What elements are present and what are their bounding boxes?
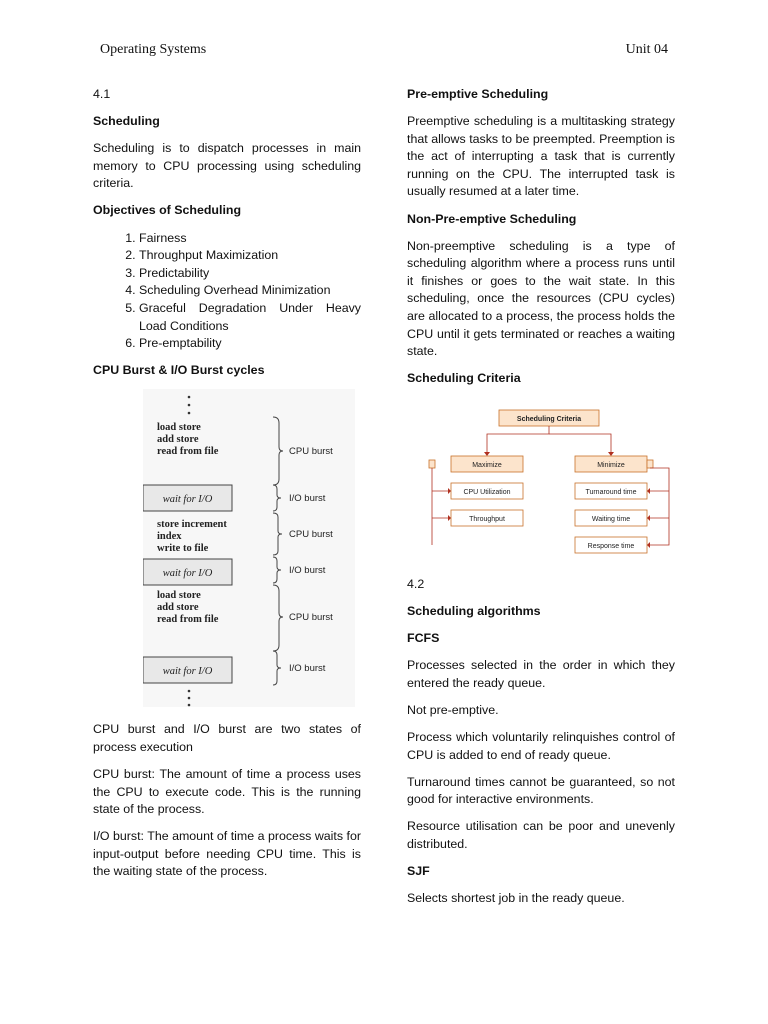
label-io-burst-2: I/O burst — [289, 565, 326, 577]
heading-objectives: Objectives of Scheduling — [93, 203, 242, 218]
para-fcfs-5: Resource utilisation can be poor and unevenly distributed. — [407, 819, 675, 851]
heading-scheduling: Scheduling — [93, 114, 160, 129]
para-scheduling: Scheduling is to dispatch processes in main memory to CPU processing using scheduling criteria. — [93, 141, 361, 191]
para-io-burst: I/O burst: The amount of time a process waits for input-output before needing CPU time. This is the waiting state of the process. — [93, 829, 361, 879]
heading-preemptive: Pre-emptive Scheduling — [407, 87, 549, 101]
dots-top — [188, 396, 191, 415]
instr-add-store-2: add store — [157, 602, 199, 614]
node-waiting: Waiting time — [591, 515, 631, 523]
list-item: 1. Fairness — [139, 230, 361, 248]
para-fcfs-4: Turnaround times cannot be guaranteed, so not good for interactive environments. — [407, 774, 675, 807]
heading-criteria: Scheduling Criteria — [407, 371, 521, 386]
burst-cycle-figure — [143, 389, 355, 707]
instr-index: index — [157, 531, 182, 543]
heading-sjf: SJF — [407, 864, 430, 879]
para-non-preemptive: Non-preemptive scheduling is a type of scheduling algorithm where a process runs until it finishes or goes to the wait state. In this scheduling, once the resources (CPU cycles) are allocated to a process, the process holds the CPU until it gets terminated or reaches a waiting state. — [407, 238, 675, 359]
node-maximize: Maximize — [472, 461, 502, 469]
instr-read-file-1: read from file — [157, 446, 219, 458]
para-sjf-1: Selects shortest job in the ready queue. — [407, 891, 625, 906]
instr-store-increment: store increment — [157, 519, 227, 531]
heading-algorithms: Scheduling algorithms — [407, 604, 541, 618]
heading-fcfs: FCFS — [407, 631, 440, 646]
criteria-diagram — [407, 408, 675, 568]
instr-add-store-1: add store — [157, 434, 199, 446]
header-unit: Unit 04 — [625, 42, 668, 57]
label-cpu-burst-3: CPU burst — [289, 612, 333, 624]
heading-burst-cycles: CPU Burst & I/O Burst cycles — [93, 363, 265, 378]
list-item: 3. Predictability — [139, 265, 361, 283]
burst-braces — [273, 417, 283, 685]
wait-box-3: wait for I/O — [162, 666, 213, 678]
right-column — [407, 86, 675, 917]
para-preemptive: Preemptive scheduling is a multitasking strategy that allows tasks to be preempted. Preemption is the act of interrupting a task that is currently running on the CPU. The interrupted task is usually resumed at a later time. — [407, 114, 675, 199]
heading-non-preemptive: Non-Pre-emptive Scheduling — [407, 211, 577, 226]
node-throughput: Throughput — [469, 515, 505, 523]
wait-box-1: wait for I/O — [162, 494, 213, 506]
list-item: 5. Graceful Degradation Under Heavy Load Conditions — [139, 300, 361, 335]
para-states: CPU burst and I/O burst are two states of process execution — [93, 722, 361, 754]
label-cpu-burst-2: CPU burst — [289, 529, 333, 541]
left-column — [93, 86, 361, 891]
instr-load-store-1: load store — [157, 422, 201, 434]
para-fcfs-1: Processes selected in the order in which they entered the ready queue. — [407, 658, 675, 690]
node-cpu-utilization: CPU Utilization — [463, 488, 511, 496]
label-cpu-burst-1: CPU burst — [289, 446, 333, 458]
node-root: Scheduling Criteria — [516, 415, 582, 423]
node-minimize: Minimize — [597, 461, 625, 469]
instr-load-store-2: load store — [157, 590, 201, 602]
label-io-burst-3: I/O burst — [289, 663, 326, 675]
node-turnaround: Turnaround time — [585, 488, 637, 496]
node-response: Response time — [587, 542, 635, 550]
dots-bottom — [188, 690, 191, 707]
para-fcfs-3: Process which voluntarily relinquishes control of CPU is added to end of ready queue. — [407, 729, 675, 762]
section-number-2: 4.2 — [407, 576, 425, 591]
instr-read-file-2: read from file — [157, 614, 219, 626]
label-io-burst-1: I/O burst — [289, 493, 326, 505]
instr-write-file: write to file — [157, 543, 209, 555]
section-number: 4.1 — [93, 87, 111, 101]
para-cpu-burst: CPU burst: The amount of time a process uses the CPU to execute code. This is the running state of the process. — [93, 767, 361, 817]
wait-box-2: wait for I/O — [162, 568, 213, 580]
header-title: Operating Systems — [100, 42, 207, 57]
objectives-list — [93, 230, 361, 353]
list-item: 2. Throughput Maximization — [139, 247, 361, 265]
list-item: 4. Scheduling Overhead Minimization — [139, 282, 361, 300]
list-item: 6. Pre-emptability — [139, 335, 361, 353]
para-fcfs-2: Not pre-emptive. — [407, 702, 499, 717]
